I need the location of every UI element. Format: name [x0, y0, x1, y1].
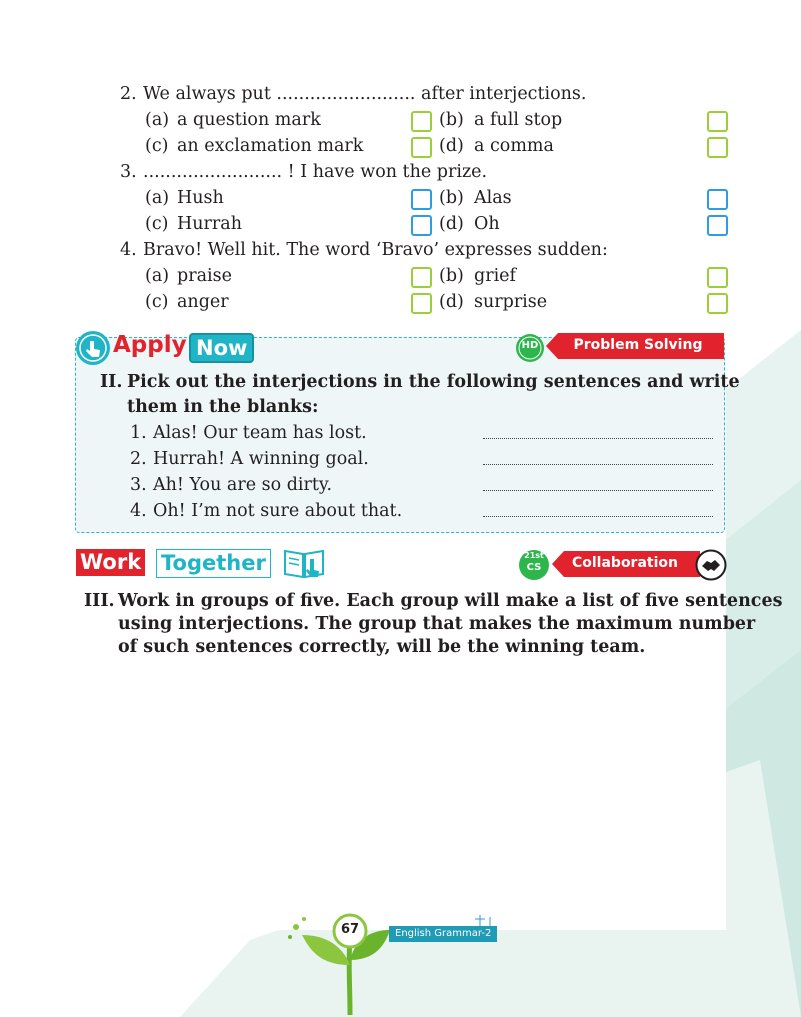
sentence-text: Alas! Our team has lost.	[153, 423, 367, 443]
question-number: 4.	[120, 240, 137, 260]
option-label: (a)	[145, 266, 170, 286]
answer-checkbox[interactable]	[707, 189, 728, 210]
answer-blank[interactable]	[483, 464, 713, 465]
question-number: II.	[100, 372, 123, 392]
question-text-line: Work in groups of five. Each group will make a list of five sentences	[118, 591, 783, 611]
answer-checkbox[interactable]	[707, 293, 728, 314]
option-label: (b)	[439, 266, 464, 286]
sentence-text: Oh! I’m not sure about that.	[153, 501, 403, 521]
option-label: (a)	[145, 110, 170, 130]
sentence-number: 2.	[130, 449, 147, 469]
answer-blank[interactable]	[483, 516, 713, 517]
sentence-number: 4.	[130, 501, 147, 521]
badge-21st: 21st	[524, 551, 544, 560]
option-text: anger	[177, 292, 229, 312]
option-text: a comma	[474, 136, 554, 156]
option-text: Hurrah	[177, 214, 242, 234]
option-text: praise	[177, 266, 232, 286]
page-number: 67	[340, 922, 360, 937]
question-stem: We always put ......................... after interjections.	[143, 84, 587, 104]
option-text: Hush	[177, 188, 224, 208]
answer-checkbox[interactable]	[411, 137, 432, 158]
option-label: (a)	[145, 188, 170, 208]
answer-checkbox[interactable]	[411, 293, 432, 314]
option-label: (b)	[439, 188, 464, 208]
question-text-line: them in the blanks:	[127, 397, 319, 417]
question-text-line: Pick out the interjections in the following sentences and write	[127, 372, 740, 392]
badge-cs: CS	[526, 562, 542, 573]
answer-checkbox[interactable]	[411, 111, 432, 132]
work-together-title-word2: Together	[156, 549, 271, 578]
answer-checkbox[interactable]	[411, 215, 432, 236]
hd-badge: HD	[521, 340, 539, 351]
sentence-text: Ah! You are so dirty.	[153, 475, 333, 495]
option-text: Oh	[474, 214, 500, 234]
option-text: a full stop	[474, 110, 563, 130]
open-book-icon	[282, 545, 326, 581]
option-text: Alas	[474, 188, 512, 208]
answer-checkbox[interactable]	[707, 215, 728, 236]
leaf-sprout-icon	[280, 905, 510, 1015]
answer-checkbox[interactable]	[707, 267, 728, 288]
question-number: 2.	[120, 84, 137, 104]
answer-blank[interactable]	[483, 490, 713, 491]
option-label: (d)	[439, 136, 464, 156]
option-label: (b)	[439, 110, 464, 130]
sentence-text: Hurrah! A winning goal.	[153, 449, 369, 469]
sentence-number: 3.	[130, 475, 147, 495]
question-stem: Bravo! Well hit. The word ‘Bravo’ expresses sudden:	[143, 240, 608, 260]
option-label: (c)	[145, 214, 169, 234]
option-text: a question mark	[177, 110, 321, 130]
option-label: (c)	[145, 292, 169, 312]
answer-checkbox[interactable]	[707, 111, 728, 132]
collaboration-tag: Collaboration	[571, 555, 678, 571]
answer-checkbox[interactable]	[707, 137, 728, 158]
option-label: (d)	[439, 214, 464, 234]
apply-now-title-word1: Apply	[113, 332, 187, 358]
work-together-title-word1: Work	[76, 549, 145, 576]
answer-checkbox[interactable]	[411, 267, 432, 288]
problem-solving-tag: Problem Solving	[573, 337, 703, 353]
question-text-line: using interjections. The group that makes the maximum number	[118, 614, 756, 634]
question-number: III.	[84, 591, 115, 611]
question-text-line: of such sentences correctly, will be the winning team.	[118, 637, 646, 657]
touch-icon	[75, 330, 111, 366]
option-label: (d)	[439, 292, 464, 312]
apply-now-title-word2: Now	[189, 333, 254, 363]
question-stem: ......................... ! I have won the prize.	[143, 162, 488, 182]
sentence-number: 1.	[130, 423, 147, 443]
answer-checkbox[interactable]	[411, 189, 432, 210]
option-label: (c)	[145, 136, 169, 156]
book-title: English Grammar-2	[389, 926, 497, 942]
option-text: surprise	[474, 292, 548, 312]
question-number: 3.	[120, 162, 137, 182]
option-text: an exclamation mark	[177, 136, 364, 156]
handshake-icon	[695, 549, 727, 581]
option-text: grief	[474, 266, 516, 286]
answer-blank[interactable]	[483, 438, 713, 439]
